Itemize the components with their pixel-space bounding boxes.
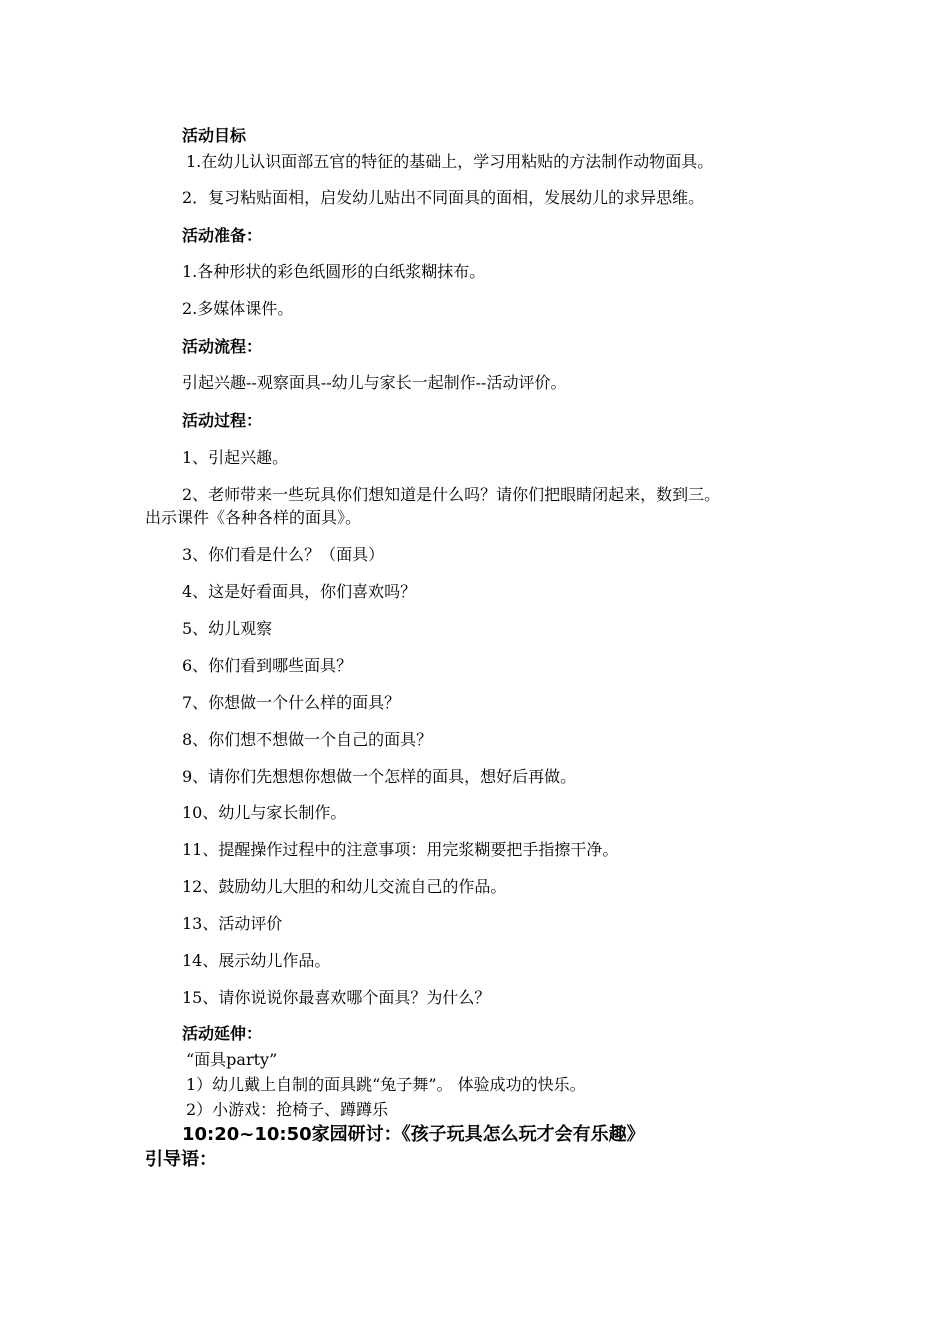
process-item-6: 6、你们看到哪些面具？ <box>182 656 353 675</box>
preparation-item-2: 2.多媒体课件。 <box>182 299 294 318</box>
process-item-5: 5、幼儿观察 <box>182 619 273 638</box>
process-item-9: 9、请你们先想想你想做一个怎样的面具，想好后再做。 <box>182 767 577 786</box>
goals-item-1: 1.在幼儿认识面部五官的特征的基础上，学习用粘贴的方法制作动物面具。 <box>186 152 714 171</box>
seminar-title: 10:20~10:50家园研讨：《孩子玩具怎么玩才会有乐趣》 <box>182 1124 645 1145</box>
flow-text: 引起兴趣--观察面具--幼儿与家长一起制作--活动评价。 <box>182 373 567 392</box>
process-heading: 活动过程： <box>182 411 263 430</box>
process-item-2-line-2: 出示课件《各种各样的面具》。 <box>145 508 362 527</box>
process-item-4: 4、这是好看面具，你们喜欢吗？ <box>182 582 417 601</box>
process-item-12: 12、鼓励幼儿大胆的和幼儿交流自己的作品。 <box>182 877 507 896</box>
process-item-3: 3、你们看是什么？（面具） <box>182 545 385 564</box>
process-item-7: 7、你想做一个什么样的面具？ <box>182 693 401 712</box>
preparation-item-1: 1.各种形状的彩色纸圆形的白纸浆糊抹布。 <box>182 262 486 281</box>
extension-title: “面具party” <box>186 1050 278 1069</box>
process-item-1: 1、引起兴趣。 <box>182 448 289 467</box>
process-item-15: 15、请你说说你最喜欢哪个面具？为什么？ <box>182 988 491 1007</box>
extension-item-2: 2）小游戏：抢椅子、蹲蹲乐 <box>186 1100 389 1119</box>
process-item-11: 11、提醒操作过程中的注意事项：用完浆糊要把手指擦干净。 <box>182 840 619 859</box>
preparation-heading: 活动准备： <box>182 226 263 245</box>
flow-heading: 活动流程： <box>182 337 263 356</box>
goals-item-2: 2．复习粘贴面相，启发幼儿贴出不同面具的面相，发展幼儿的求异思维。 <box>182 188 705 207</box>
process-item-13: 13、活动评价 <box>182 914 283 933</box>
guide-heading: 引导语： <box>145 1149 217 1170</box>
goals-heading: 活动目标 <box>182 126 247 145</box>
process-item-10: 10、幼儿与家长制作。 <box>182 803 347 822</box>
process-item-14: 14、展示幼儿作品。 <box>182 951 331 970</box>
process-item-8: 8、你们想不想做一个自己的面具？ <box>182 730 433 749</box>
process-item-2-line-1: 2、老师带来一些玩具你们想知道是什么吗？请你们把眼睛闭起来，数到三。 <box>182 485 721 504</box>
extension-heading: 活动延伸： <box>182 1024 263 1043</box>
extension-item-1: 1）幼儿戴上自制的面具跳“兔子舞”。 体验成功的快乐。 <box>186 1075 586 1094</box>
